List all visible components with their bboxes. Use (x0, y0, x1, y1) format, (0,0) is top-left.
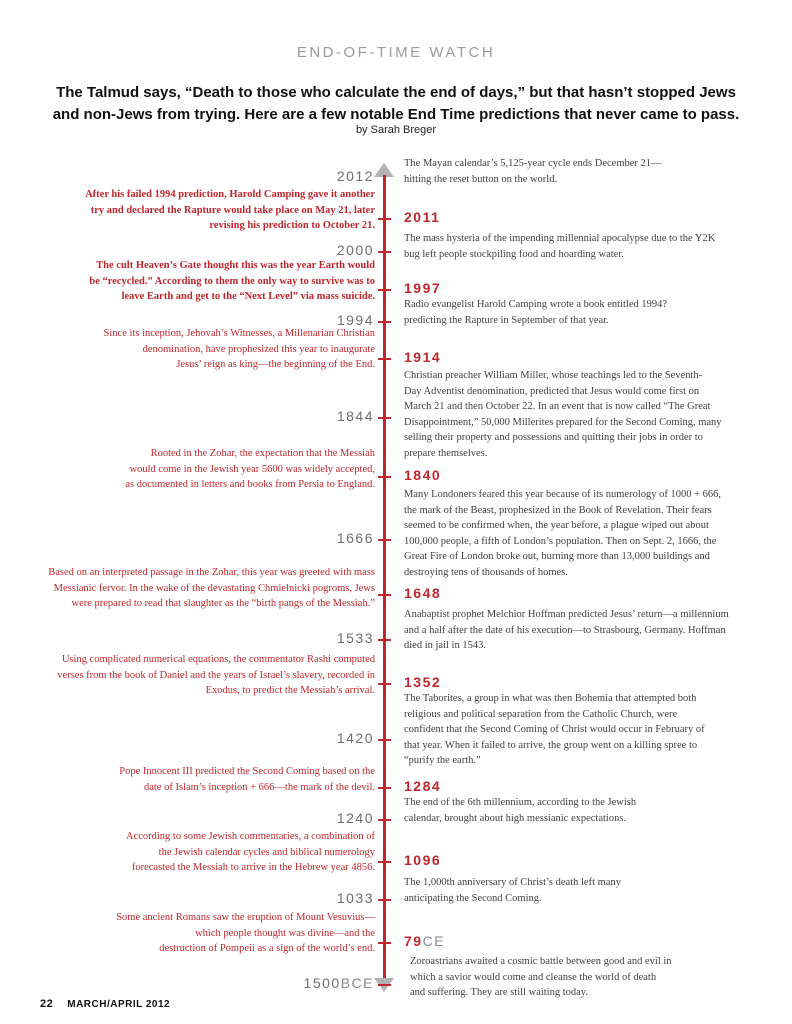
event-description-right (404, 368, 734, 461)
year-number: 2012 (336, 168, 374, 184)
text-line: which people thought was divine—and the (195, 927, 375, 939)
era-suffix: BCE (340, 975, 374, 991)
timeline-tick (378, 819, 391, 821)
text-line: the mark of the Beast, prophesized in the Book of Revelation. Their fears (404, 504, 712, 516)
issue-date: MARCH/APRIL 2012 (67, 999, 171, 1010)
timeline-tick (378, 594, 391, 596)
timeline-tick (378, 899, 391, 901)
text-line: The mass hysteria of the impending millennial apocalypse due to the Y2K (404, 233, 716, 244)
text-line: Day Adventist denomination, predicted that Jesus would come first on (404, 385, 700, 397)
event-description-left (116, 910, 375, 957)
text-line: predicting the Rapture in September of that year. (404, 314, 609, 326)
year-label-left (304, 975, 374, 991)
year-label-left (337, 890, 374, 906)
text-line: Zoroastrians awaited a cosmic battle between good and evil in (410, 956, 672, 967)
year-label-right (404, 209, 440, 225)
event-description-right (410, 954, 740, 1001)
timeline-tick (378, 984, 391, 986)
timeline-tick (378, 739, 391, 741)
event-description-left (104, 326, 375, 373)
text-line: The end of the 6th millennium, according to the Jewish (404, 797, 637, 808)
text-line: “purify the earth.” (404, 755, 481, 766)
year-label-left (337, 242, 374, 258)
year-label-left (337, 730, 374, 746)
year-number: 1666 (336, 530, 374, 546)
text-line: were prepared to read that slaughter as the “birth pangs of the Messiah.” (71, 598, 375, 609)
text-line: Some ancient Romans saw the eruption of Mount Vesuvius— (116, 912, 375, 923)
year-label-right (404, 585, 441, 601)
event-description-right (404, 607, 734, 654)
text-line: bug left people stockpiling food and hoarding water. (404, 248, 624, 260)
era-suffix: CE (422, 933, 446, 949)
year-label-left (337, 530, 374, 546)
year-number: 1033 (336, 890, 374, 906)
text-line: The Taborites, a group in what was then Bohemia that attempted both (404, 693, 697, 704)
text-line: Many Londoners feared this year because of its numerology of 1000 + 666, (404, 489, 722, 500)
timeline-tick (378, 321, 391, 323)
text-line: Christian preacher William Miller, whose teachings led to the Seventh- (404, 370, 703, 381)
event-description-right (404, 297, 734, 328)
year-label-left (337, 810, 374, 826)
timeline-tick (378, 476, 391, 478)
event-description-right (404, 875, 734, 906)
text-line: as documented in letters and books from Persia to England. (125, 479, 375, 490)
text-line: hitting the reset button on the world. (404, 173, 558, 185)
year-number: 79 (404, 933, 423, 949)
text-line: religious and political separation from the Catholic Church, were (404, 708, 678, 720)
text-line: destroying tens of thousands of homes. (404, 566, 568, 578)
text-line: and a half after the date of his execution—to Strasbourg, Germany. Hoffman (404, 624, 726, 636)
timeline-tick (378, 942, 391, 944)
text-line: calendar, brought about high messianic expectations. (404, 812, 627, 824)
year-label-right (404, 467, 441, 483)
text-line: confident that the Second Coming of Christ would occur in February of (404, 724, 705, 735)
text-line: seemed to be confirmed when, the year before, a plague wiped out about (404, 520, 709, 531)
text-line: Based on an interpreted passage in the Zohar, this year was greeted with mass (48, 567, 375, 578)
text-line: Using complicated numerical equations, the commentator Rashi computed (61, 654, 375, 665)
text-line: and suffering. They are still waiting today. (410, 987, 588, 998)
text-line: Great Fire of London broke out, burning more than 13,000 buildings and (404, 551, 710, 562)
timeline-tick (378, 289, 391, 291)
timeline-tick (378, 539, 391, 541)
event-description-left (85, 187, 375, 234)
text-line: Disappointment,” 50,000 Millerites prepared for the Second Coming, many (404, 416, 722, 428)
year-number: 1533 (336, 630, 374, 646)
text-line: 100,000 people, a fifth of London’s population. Then on Sept. 2, 1666, the (404, 535, 717, 547)
text-line: anticipating the Second Coming. (404, 892, 542, 904)
dek-line: The Talmud says, “Death to those who calculate the end of days,” but that hasn’t stopped Jews (56, 84, 736, 101)
year-number: 1096 (404, 852, 442, 868)
event-description-right (404, 795, 734, 826)
year-number: 1997 (404, 280, 442, 296)
timeline-tick (378, 417, 391, 419)
text-line: died in jail in 1543. (404, 640, 486, 651)
year-number: 2011 (404, 209, 441, 225)
text-line: verses from the book of Daniel and the years of Israel’s slavery, recorded in (57, 669, 375, 681)
text-line: prepare themselves. (404, 447, 488, 459)
text-line: Radio evangelist Harold Camping wrote a book entitled 1994? (404, 299, 668, 310)
year-number: 1420 (336, 730, 374, 746)
text-line: would come in the Jewish year 5600 was widely accepted, (129, 463, 375, 475)
timeline-tick (378, 787, 391, 789)
section-kicker: END-OF-TIME WATCH (296, 44, 496, 61)
text-line: selling their property and possessions and quitting their jobs in order to (404, 432, 703, 443)
year-number: 1844 (336, 408, 374, 424)
timeline-tick (378, 251, 391, 253)
text-line: After his failed 1994 prediction, Harold Camping gave it another (85, 189, 375, 200)
timeline-tick (378, 358, 391, 360)
text-line: Jesus’ reign as king—the beginning of the End. (176, 359, 375, 370)
text-line: forecasted the Messiah to arrive in the Hebrew year 4856. (131, 862, 375, 873)
text-line: The 1,000th anniversary of Christ’s death left many (404, 877, 621, 888)
event-description-left (57, 652, 375, 699)
byline: by Sarah Breger (355, 124, 437, 136)
event-description-right (404, 487, 734, 580)
text-line: March 21 and then October 22. In an event that is now called “The Great (404, 401, 711, 412)
text-line: date of Islam’s inception + 666—the mark of the devil. (143, 781, 375, 793)
text-line: Messianic fervor. In the wake of the devastating Chmielnicki pogroms, Jews (53, 582, 375, 594)
text-line: leave Earth and get to the “Next Level” via mass suicide. (121, 291, 375, 302)
text-line: denomination, have prophesized this year to inaugurate (142, 343, 375, 355)
event-description-right (404, 156, 734, 187)
year-label-left (337, 630, 374, 646)
text-line: try and declared the Rapture would take place on May 21, later (90, 204, 375, 216)
event-description-left (89, 258, 375, 305)
event-description-right (404, 231, 734, 262)
text-line: According to some Jewish commentaries, a combination of (125, 831, 375, 842)
year-label-right (404, 349, 441, 365)
year-label-left (337, 408, 374, 424)
dek (40, 82, 752, 126)
year-number: 1840 (404, 467, 442, 483)
text-line: the Jewish calendar cycles and biblical numerology (158, 846, 375, 858)
year-number: 1352 (404, 674, 442, 690)
year-label-right (404, 674, 441, 690)
text-line: which a savior would come and cleanse the world of death (410, 971, 657, 983)
event-description-right (404, 691, 734, 769)
year-number: 1500 (303, 975, 341, 991)
text-line: Anabaptist prophet Melchior Hoffman predicted Jesus’ return—a millennium (404, 609, 729, 620)
year-number: 2000 (336, 242, 374, 258)
year-label-right (404, 933, 445, 949)
text-line: Exodus, to predict the Messiah’s arrival. (205, 685, 375, 696)
year-number: 1284 (404, 778, 442, 794)
year-label-right (404, 852, 441, 868)
text-line: The cult Heaven’s Gate thought this was the year Earth would (96, 260, 375, 271)
timeline-tick (378, 639, 391, 641)
year-label-right (404, 778, 441, 794)
dek-line: and non-Jews from trying. Here are a few notable End Time predictions that never came to pass. (52, 106, 740, 123)
year-number: 1914 (404, 349, 442, 365)
year-label-right (404, 280, 441, 296)
text-line: Pope Innocent III predicted the Second Coming based on the (119, 766, 375, 777)
year-number: 1994 (336, 312, 374, 328)
timeline-tick (378, 218, 391, 220)
text-line: that year. When it failed to arrive, the group went on a killing spree to (404, 739, 698, 751)
text-line: destruction of Pompeii as a sign of the world’s end. (159, 943, 375, 954)
year-number: 1240 (336, 810, 374, 826)
text-line: be “recycled.” According to them the only way to survive was to (89, 275, 375, 287)
timeline-tick (378, 861, 391, 863)
year-number: 1648 (404, 585, 442, 601)
event-description-left (126, 829, 375, 876)
timeline-tick (378, 683, 391, 685)
text-line: Rooted in the Zohar, the expectation that the Messiah (150, 448, 375, 459)
year-label-left (337, 168, 374, 184)
event-description-left (48, 565, 375, 612)
text-line: Since its inception, Jehovah’s Witnesses, a Millenarian Christian (103, 328, 375, 339)
text-line: The Mayan calendar’s 5,125-year cycle ends December 21— (404, 158, 662, 169)
text-line: revising his prediction to October 21. (209, 220, 375, 231)
page-number: 22 (40, 998, 54, 1010)
event-description-left (125, 446, 375, 493)
folio (40, 998, 170, 1010)
event-description-left (119, 764, 375, 795)
